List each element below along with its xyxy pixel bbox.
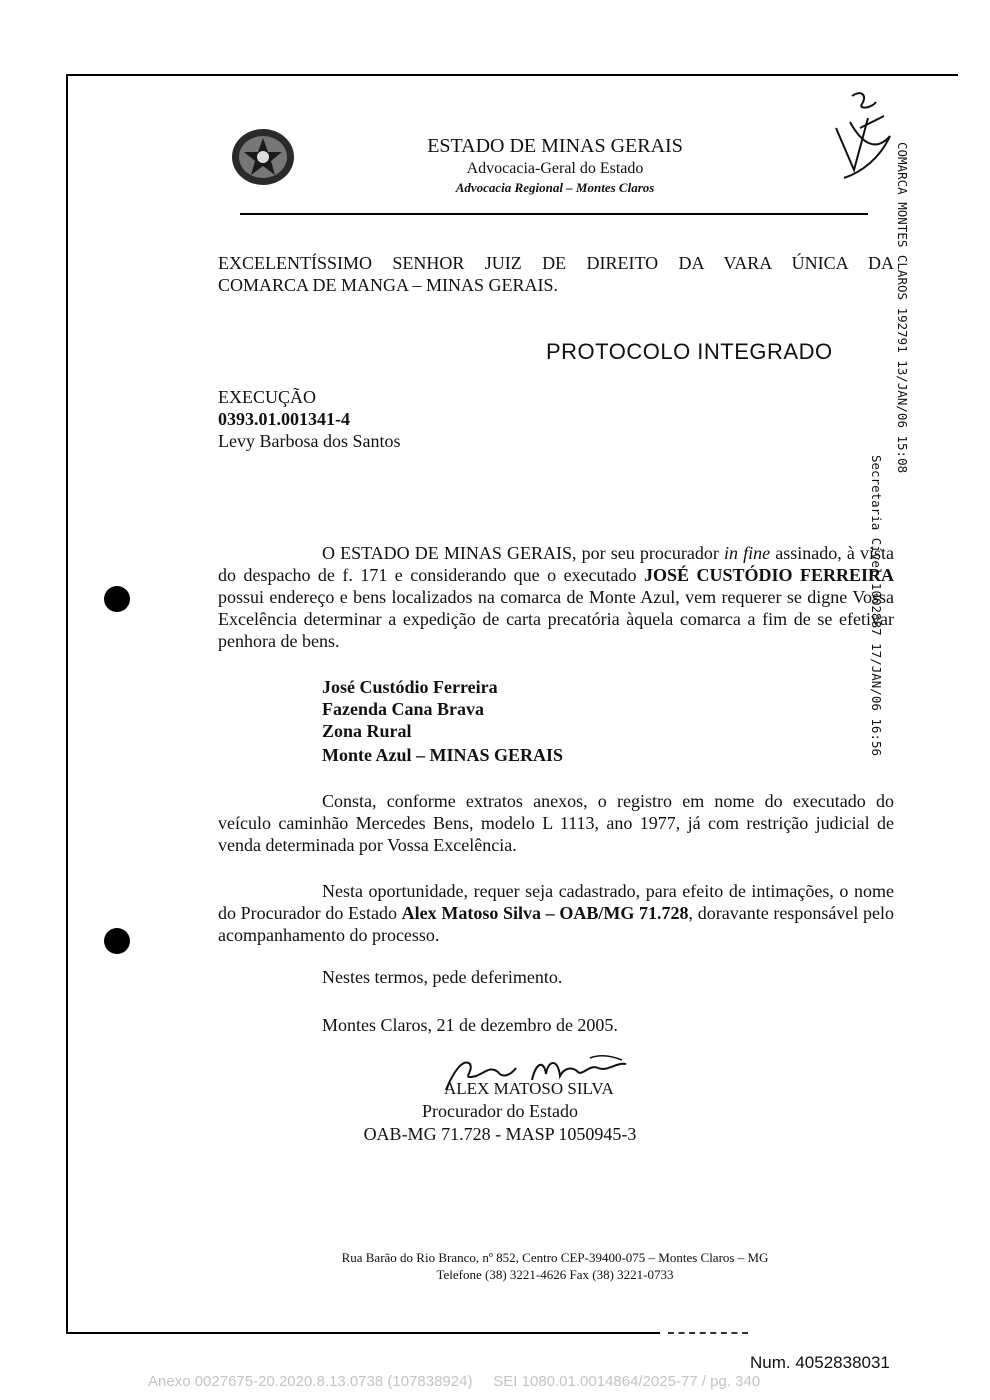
p3-start: Nesta oportunidade, requer seja cadastrado, para efeito de intimações, o nome do Procurador do Estado — [218, 881, 894, 923]
footer-address: Rua Barão do Rio Branco, nº 852, Centro CEP-39400-075 – Montes Claros – MG — [341, 1250, 769, 1265]
address-line-3: Zona Rural — [322, 721, 412, 741]
p3-end: , doravante responsável pelo acompanhamento do processo. — [218, 903, 894, 945]
address-line-1: José Custódio Ferreira — [322, 677, 498, 697]
punch-hole-top — [104, 586, 130, 612]
case-party: Levy Barbosa dos Santos — [218, 431, 401, 451]
p1-mid: assinado, à vista do despacho de f. 171 e considerando que o executado — [218, 543, 894, 585]
p1-italic: in fine — [724, 543, 771, 563]
p1-end: possui endereço e bens localizados na comarca de Monte Azul, vem requerer se digne Vossa Excelência determinar a expedição de carta precatória àquela comarca a fim de se efetivar penhora de bens. — [218, 587, 894, 651]
address-line-2: Fazenda Cana Brava — [322, 699, 484, 719]
footer-phone: Telefone (38) 3221-4626 Fax (38) 3221-0733 — [436, 1267, 674, 1282]
protocolo-stamp: PROTOCOLO INTEGRADO — [546, 339, 833, 364]
comarca-stamp: COMARCA MONTES CLAROS 192791 13/JAN/06 15:08 — [895, 142, 910, 474]
header-state: ESTADO DE MINAS GERAIS — [427, 135, 683, 157]
p1-start: O ESTADO DE MINAS GERAIS, por seu procurador — [322, 543, 725, 563]
frame-bottom-dashed-border — [668, 1332, 748, 1334]
address-line-4: Monte Azul – MINAS GERAIS — [322, 745, 564, 765]
paragraph-vehicle: Consta, conforme extratos anexos, o registro em nome do executado do veículo caminhão Mercedes Bens, modelo L 1113, ano 1977, já com restrição judicial de venda determinada por Vossa Excelência. — [218, 791, 894, 855]
p3-bold: Alex Matoso Silva – OAB/MG 71.728 — [401, 903, 689, 923]
frame-top-border — [66, 74, 958, 76]
paragraph-request — [218, 542, 894, 652]
handwritten-initials — [832, 88, 896, 182]
closing-line: Nestes termos, pede deferimento. — [322, 967, 563, 987]
addressee-line2: COMARCA DE MANGA – MINAS GERAIS. — [218, 275, 559, 295]
case-type: EXECUÇÃO — [218, 387, 316, 407]
document-number: Num. 4052838031 — [750, 1353, 890, 1372]
annex-reference: Anexo 0027675-20.2020.8.13.0738 (107838924) SEI 1080.01.0014864/2025-77 / pg. 340 — [148, 1373, 761, 1390]
date-line: Montes Claros, 21 de dezembro de 2005. — [322, 1015, 618, 1035]
secretaria-stamp: Secretaria Cível 1002887 17/JAN/06 16:56 — [869, 455, 884, 757]
header-rule — [240, 213, 868, 215]
case-number: 0393.01.001341-4 — [218, 409, 350, 429]
header-agency: Advocacia-Geral do Estado — [466, 160, 644, 177]
signer-registration: OAB-MG 71.728 - MASP 1050945-3 — [363, 1124, 637, 1144]
paragraph-registration — [218, 880, 894, 946]
punch-hole-bottom — [104, 928, 130, 954]
signer-title: Procurador do Estado — [422, 1101, 578, 1121]
signer-name: ALEX MATOSO SILVA — [444, 1079, 614, 1098]
frame-bottom-border — [66, 1332, 660, 1334]
frame-left-border — [66, 74, 68, 1332]
header-regional: Advocacia Regional – Montes Claros — [455, 180, 655, 195]
p1-bold-name: JOSÉ CUSTÓDIO FERREIRA — [644, 565, 894, 585]
addressee-line1: EXCELENTÍSSIMO SENHOR JUIZ DE DIREITO DA VARA ÚNICA DA — [218, 253, 894, 273]
